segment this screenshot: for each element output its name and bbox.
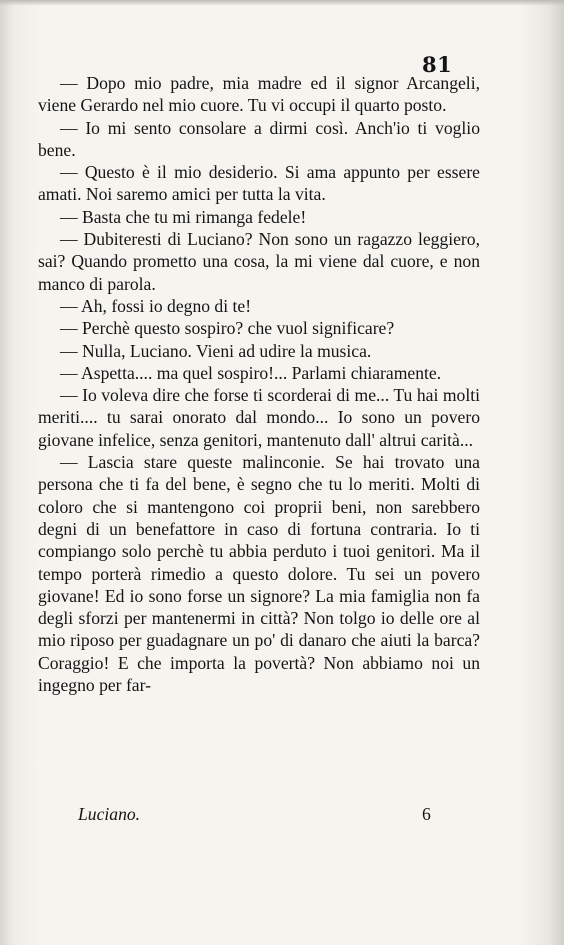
page-top-edge [0, 0, 564, 6]
paragraph: — Nulla, Luciano. Vieni ad udire la musica. [60, 340, 372, 361]
paragraph: — Io voleva dire che forse ti scorderai di me... Tu hai molti meriti.... tu sarai onorato dal mondo... Io sono un povero giovane infelice, senza genitori, mantenuto dall' altrui carità... [38, 385, 480, 450]
paragraph: — Lascia stare queste malinconie. Se hai trovato una persona che ti fa del bene, è segno che tu lo meriti. Molti di coloro che si mantengono coi proprii beni, non sarebbero degni di un benefattore in caso di fortuna contraria. Io ti compiango solo perchè tu abbia perduto i tuoi genitori. Ma il tempo porterà rimedio a questo dolore. Tu sei un povero giovane! Ed io sono forse un signore? La mia famiglia non fa degli sforzi per mantenermi in città? Non tolgo io delle ore al mio riposo per guadagnare un po' di danaro che aiuti la barca? Coraggio! E che importa la povertà? Non abbiamo noi un ingegno per far- [38, 452, 480, 696]
paragraph: — Io mi sento consolare a dirmi così. Anch'io ti voglio bene. [38, 117, 480, 160]
paragraph: — Perchè questo sospiro? che vuol significare? [60, 318, 395, 339]
paragraph: — Dopo mio padre, mia madre ed il signor Arcangeli, viene Gerardo nel mio cuore. Tu vi occupi il quarto posto. [38, 73, 480, 116]
page-body [38, 72, 480, 696]
signature-mark: Luciano. [78, 804, 141, 824]
page-number: 81 [422, 52, 453, 77]
paragraph: — Questo è il mio desiderio. Si ama appunto per essere amati. Noi saremo amici per tutta la vita. [38, 162, 480, 205]
sheet-number: 6 [422, 804, 431, 824]
paragraph: — Basta che tu mi rimanga fedele! [60, 206, 307, 227]
paragraph: — Aspetta.... ma quel sospiro!... Parlami chiaramente. [60, 362, 442, 383]
paragraph: — Dubiteresti di Luciano? Non sono un ragazzo leggiero, sai? Quando prometto una cosa, la mi viene dal cuore, e non manco di parola. [38, 229, 480, 294]
paragraph: — Ah, fossi io degno di te! [60, 295, 252, 316]
